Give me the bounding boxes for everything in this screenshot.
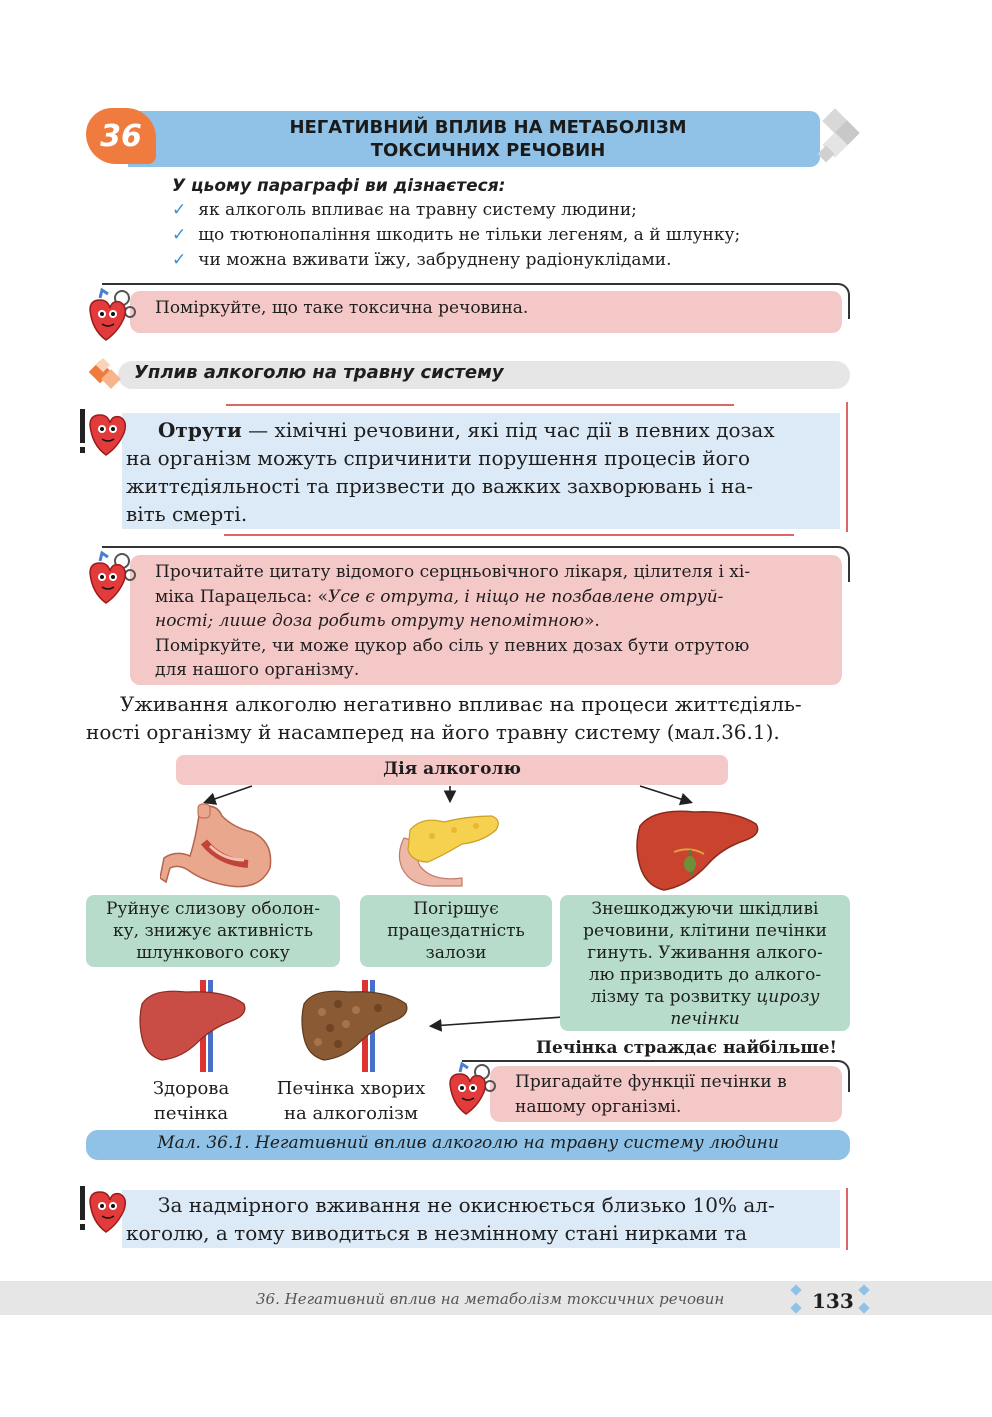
goal-item: ✓ чи можна вживати їжу, забруднену радіонуклідами.	[172, 250, 672, 270]
sick-liver-label: Печінка хворих на алкоголізм	[276, 1078, 426, 1124]
pancreas-icon	[392, 806, 504, 890]
definition-term: Отрути	[158, 418, 242, 442]
learn-heading: У цьому параграфі ви дізнаєтеся:	[172, 176, 506, 196]
healthy-liver-icon	[136, 980, 248, 1072]
paragraph-number-badge: 36	[86, 108, 156, 164]
heart-mascot-thinking-icon	[442, 1060, 498, 1120]
healthy-liver-label: Здорова печінка	[152, 1078, 230, 1124]
arrow-to-liver	[640, 786, 690, 802]
title-line-2: ТОКСИЧНИХ РЕЧОВИН	[370, 140, 606, 161]
alcohol-action-label: Дія алкоголю	[383, 759, 521, 779]
liver-suffers-note: Печінка страждає найбільше!	[536, 1038, 837, 1058]
recall-text: Пригадайте функції печінки в нашому організмі.	[515, 1072, 787, 1117]
arrow-to-stomach	[206, 786, 252, 802]
info-text: За надмірного вживання не окиснюється близько 10% ал- коголю, а тому виводиться в незмінному стані нирками та	[126, 1193, 775, 1245]
liver-effect-text: Знешкоджуючи шкідливі речовини, клітини печінки гинуть. Уживання алкого- лю призводить до алкого- лізму та розвитку цирозу печінки	[583, 899, 827, 1029]
check-icon: ✓	[172, 225, 187, 245]
body-paragraph: Уживання алкоголю негативно впливає на процеси життєдіяль- ності організму й насамперед на його травну систему (мал.36.1).	[86, 692, 802, 744]
goal-item: ✓ що тютюнопаління шкодить не тільки легеням, а й шлунку;	[172, 225, 741, 245]
figure-caption: Мал. 36.1. Негативний вплив алкоголю на травну систему людини	[157, 1133, 779, 1153]
heart-mascot-exclaim-icon	[74, 1180, 130, 1240]
think1-text: Поміркуйте, що таке токсична речовина.	[155, 298, 529, 318]
pancreas-effect-text: Погіршує працездатність залози	[387, 899, 525, 963]
stomach-effect-text: Руйнує слизову оболон- ку, знижує активність шлункового соку	[106, 899, 320, 963]
check-icon: ✓	[172, 250, 187, 270]
check-icon: ✓	[172, 200, 187, 220]
cirrhotic-liver-icon	[298, 980, 410, 1072]
think2-text: Прочитайте цитату відомого серцньовічного лікаря, цілителя і хі- міка Парацельса: «Усе є отрута, і ніщо не позбавлене отруй- ності; лише доза робить отруту непомітною». Поміркуйте, чи може цукор або сіль у певних дозах бути отрутою для нашого організму.	[155, 562, 751, 680]
footer-running-title: 36. Негативний вплив на метаболізм токсичних речовин	[256, 1290, 725, 1308]
goal-item: ✓ як алкоголь впливає на травну систему людини;	[172, 200, 637, 220]
stomach-icon	[160, 802, 278, 894]
liver-icon	[634, 806, 762, 892]
definition-text: Отрути — хімічні речовини, які під час дії в певних дозах на організм можуть спричинити порушення процесів його життєдіяльності та призвести до важких захворювань і на- віть смерті.	[126, 418, 775, 526]
title-line-1: НЕГАТИВНИЙ ВПЛИВ НА МЕТАБОЛІЗМ	[289, 117, 687, 138]
decor-line	[846, 1188, 848, 1250]
page-number: 133	[812, 1289, 854, 1313]
section-title: Уплив алкоголю на травну систему	[134, 362, 504, 383]
